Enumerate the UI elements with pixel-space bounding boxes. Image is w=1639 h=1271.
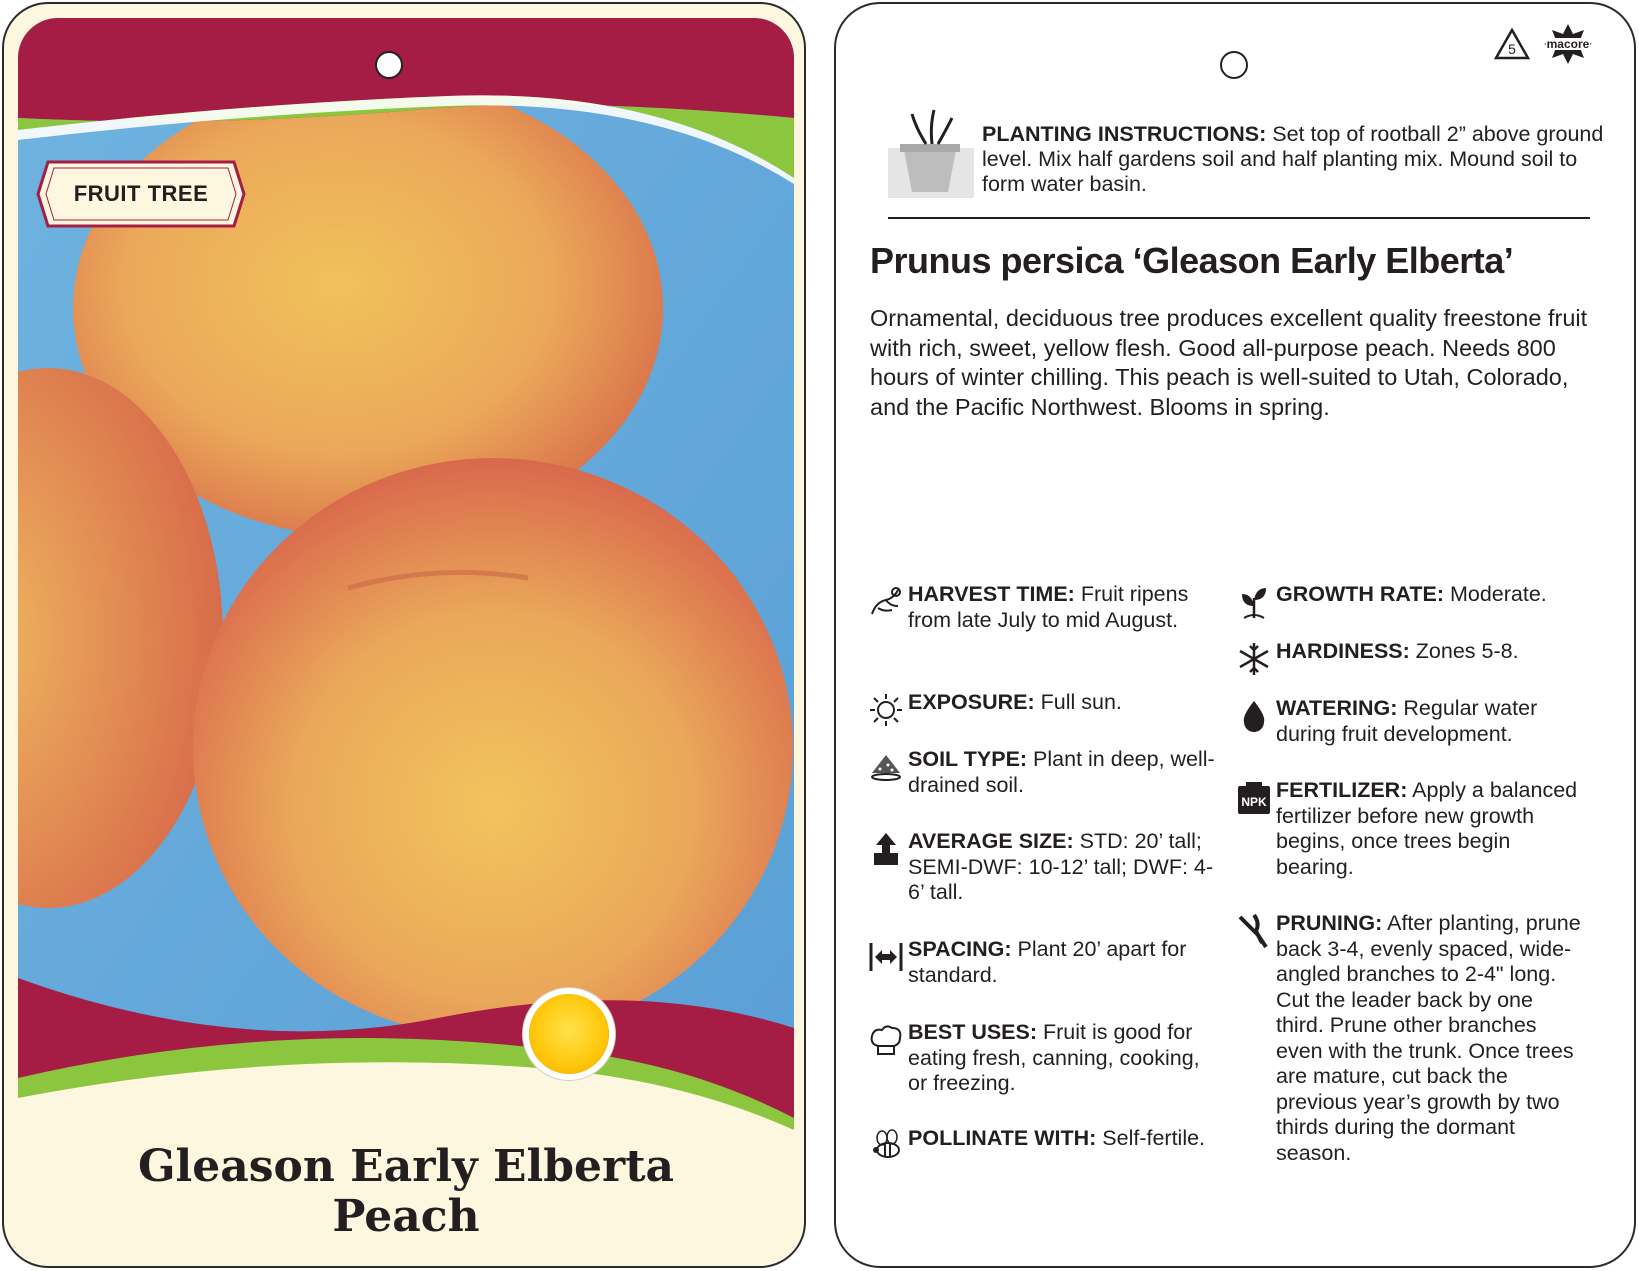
feature-growth-rate: GROWTH RATE: Moderate. <box>1236 582 1586 622</box>
planting-instructions <box>886 108 1606 206</box>
tag-front <box>2 2 806 1268</box>
sun-icon <box>868 692 906 730</box>
hang-hole <box>375 51 403 79</box>
feature-soil-type: SOIL TYPE: Plant in deep, well-drained soil. <box>868 747 1218 798</box>
plant-description: Ornamental, deciduous tree produces excellent quality freestone fruit with rich, sweet, yellow flesh. Good all-purpose peach. Needs 800 hours of winter chilling. This peach is well-suited to Utah, Colorado, and the Pacific Northwest. Blooms in spring. <box>870 305 1588 420</box>
chef-hat-icon <box>868 1022 906 1060</box>
category-badge <box>34 156 248 232</box>
divider <box>888 217 1590 219</box>
feature-watering: WATERING: Regular water during fruit development. <box>1236 696 1586 747</box>
category-label: FRUIT TREE <box>73 181 209 206</box>
snowflake-icon <box>1236 641 1274 679</box>
macore-logo: macore <box>1540 22 1596 66</box>
feature-best-uses: BEST USES: Fruit is good for eating fresh, canning, cooking, or freezing. <box>868 1020 1218 1097</box>
tag-back <box>834 2 1636 1268</box>
potted-plant-icon <box>886 108 976 200</box>
feature-pruning: PRUNING: After planting, prune back 3-4, evenly spaced, wide-angled branches to 2-4" long. Cut the leader back by one third. Prune other branches even with the trunk. Once trees are mature, cut back the previous year’s growth by two thirds during the dormant season. <box>1236 911 1586 1166</box>
soil-icon <box>868 749 906 787</box>
planting-text: Set top of rootball 2” above ground level. Mix half gardens soil and half planting mix. Mound soil to form water basin. <box>982 122 1604 196</box>
feature-spacing: SPACING: Plant 20’ apart for standard. <box>868 937 1218 988</box>
spacing-arrow-icon <box>868 939 906 977</box>
hang-hole <box>1220 51 1248 79</box>
bee-icon <box>868 1128 906 1166</box>
title-line-1: Gleason Early Elberta <box>137 1141 675 1192</box>
logos <box>1492 22 1596 66</box>
feature-harvest-time: HARVEST TIME: Fruit ripens from late July to mid August. <box>868 582 1218 633</box>
svg-text:5: 5 <box>1508 41 1516 57</box>
feature-fertilizer: NPK FERTILIZER: Apply a balanced fertilizer before new growth begins, once trees begin bearing. <box>1236 778 1586 880</box>
npk-icon <box>1236 780 1274 818</box>
svg-text:NPK: NPK <box>1241 795 1267 809</box>
feature-pollinate-with: POLLINATE WITH: Self-fertile. <box>868 1126 1218 1166</box>
planting-label: PLANTING INSTRUCTIONS: <box>982 122 1267 146</box>
height-arrow-icon <box>868 831 906 869</box>
recycle-icon <box>1492 26 1532 62</box>
plant-common-name <box>4 1142 806 1242</box>
feature-hardiness: HARDINESS: Zones 5-8. <box>1236 639 1586 679</box>
full-sun-icon <box>529 994 609 1074</box>
harvest-hand-icon <box>868 584 906 622</box>
sprout-icon <box>1236 584 1274 622</box>
pruners-icon <box>1236 913 1274 951</box>
feature-exposure: EXPOSURE: Full sun. <box>868 690 1218 730</box>
botanical-name: Prunus persica ‘Gleason Early Elberta’ <box>870 240 1514 281</box>
water-drop-icon <box>1236 698 1274 736</box>
feature-average-size: AVERAGE SIZE: STD: 20’ tall; SEMI-DWF: 10-12’ tall; DWF: 4-6’ tall. <box>868 829 1218 906</box>
title-line-2: Peach <box>332 1191 480 1242</box>
